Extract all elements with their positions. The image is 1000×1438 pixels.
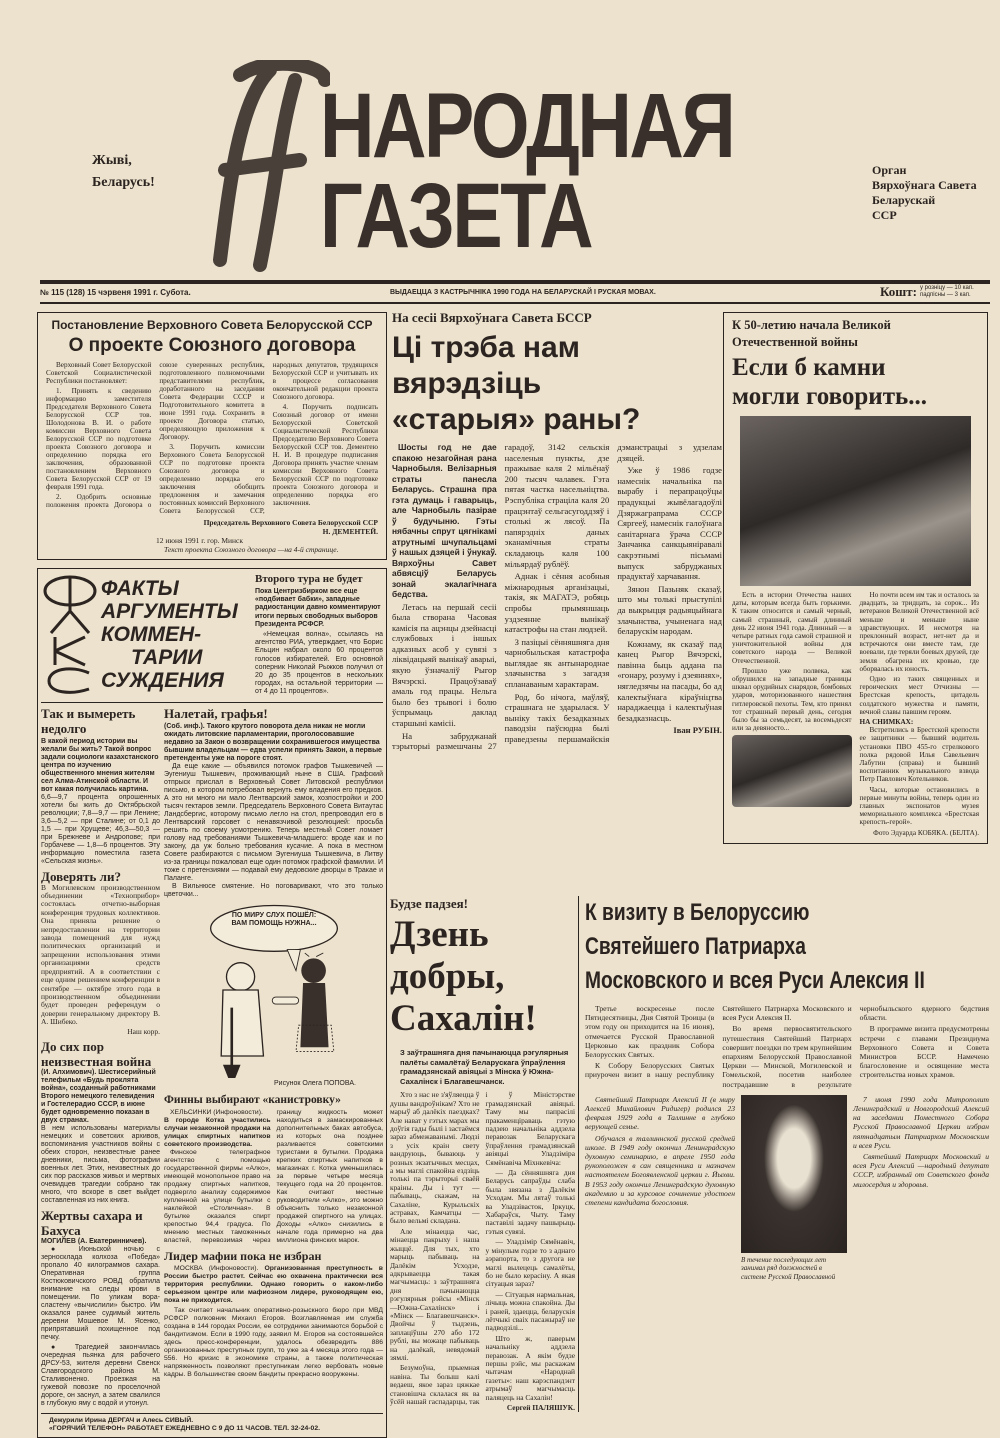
newspaper-logo: НАРОДНАЯ ГАЗЕТА <box>200 60 650 275</box>
finns-article: Финны выбирают «канистровку» ХЕЛЬСИНКИ (Инфоновости). В городе Котка участились случаи незаконной продажи на улицах спиртных напитков советского производства. Финское телеграфное агентство с помощью государственной фирмы «Алко», имеющей монопольное право на продажу спиртных напитков, подвергло анализу содержимое купленной на улице бутылки с наклейкой «Столичная». В бутылке оказался спирт крепостью 94,4 градуса. По мнению местных таможенных властей, перевозимая через границу жидкость может находиться в замаскированных дополнительных баках автобуса, из которых она позднее разливается советскими туристами в бутылки. Продажа крепких спиртных напитков в магазинах г. Котка уменьшилась за первые четыре месяца текущего года на 20 процентов. Как считают местные руководители «Алко», это можно объяснить только незаконной продажей спиртного на улицах. Доходы «Алко» снизились в начале года примерно на два миллиона финских марок. <box>164 1093 383 1244</box>
price: Кошт: у розніцу — 10 кап. падпісны — 3 кап. <box>880 284 974 299</box>
chernobyl-kicker: На сесіі Вярхоўнага Савета БССР <box>392 310 592 325</box>
divider <box>578 896 579 1412</box>
masthead-publisher: Орган Вярхоўнага Савета Беларускай ССР <box>872 163 977 222</box>
chernobyl-title: Ці трэба нам вярэдзіць «старыя» раны? <box>392 331 641 436</box>
sakhalin-title: Дзень добры, Сахалін! <box>390 914 537 1039</box>
brief-item: ● Июньской ночью с зерносклада колхоза «Победа» пропало 40 килограммов сахара. Оперативная группа Костюковичского РОВД обратила внимание на следы крови в помещении. По уликам вора-сластену «вычислили» быстро. Им оказался ранее судимый житель деревни Мошевое М. Ясенко, припрятавший похищенное под печку. <box>41 1245 160 1341</box>
patriarch-title: К визиту в Белоруссию Святейшего Патриарха Московского и всея Руси Алексия II <box>585 899 925 994</box>
faks-logo-glyphs <box>41 573 99 695</box>
divider <box>40 280 990 284</box>
logo-initial-glyph <box>200 60 330 275</box>
decree-article: Постановление Верховного Совета Белорусской ССР О проекте Союзного договора Верховный Совет Белорусской Советской Социалистической Республики постановляет: 1. Принять к сведению информацию заместителя Председателя Верховного Совета Белорусской ССР тов. Шолодонова В. И. о работе комиссии Верховного Совета Белорусской ССР по подготовке проекта Союзного договора и определению порядка его заключения, образованной постановлением Верховного Совета Белорусской ССР от 19 февраля 1991 года. 2. Одобрить основные положения проекта Договора о союзе суверенных республик, подготовленного полномочными представителями республик, доработанного на заседании Совета Федерации СССР и Подготовительного комитета в июне 1991 года. Сохранить в проекте Договора статью, определяющую приложения к Договору. 3. Поручить комиссии Верховного Совета Белорусской ССР по подготовке проекта Союзного договора и определению порядка его заключения обобщить предложения и замечания постоянных комиссий Верховного Совета Белорусской ССР, народных депутатов, трудящихся Белорусской ССР и учитывать их в процессе согласования окончательной редакции проекта Союзного договора. 4. Поручить подписать Союзный договор от имени Белорусской Советской Социалистической Республики Председателю Верховного Совета Белорусской ССР тов. Дементею Н. И. В процедуре подписания Договора принять участие членам комиссии Верховного Совета Белорусской ССР по подготовке проекта Союзного договора и определению порядка его заключения. Председатель Верховного Совета Белорусской ССР Н. ДЕМЕНТЕЙ. 12 июня 1991 г. гор. Минск Текст проекта Союзного договора —на 4-й странице. <box>37 312 387 560</box>
mafia-article: Лидер мафии пока не избран МОСКВА (Инфоновости). Организованная преступность в России быстро растет. Сейчас ею охвачена практически вся территория республики. Однако говорить о каком-либо серьезном центре или мафиозном лидере, руководящем ею, пока не приходится. Так считает начальник оперативно-розыскного бюро при МВД РСФСР полковник Михаил Егоров. Возглавляемая им служба создана в 144 городах России, ее сотрудники занимаются борьбой с бандитизмом. Если в 1990 году, заявил М. Егоров на состоявшейся здесь пресс-конференции, удалось обезвредить 886 организованных преступных групп, то уже за 4 месяца этого года — 556. Но кризис в экономике страны, а также политическая напряженность позволяют преступникам легко вербовать новые кадры. В большинстве своем бандиты прекрасно вооружены. <box>164 1248 383 1378</box>
war-title: Если б камни могли говорить... <box>732 354 927 410</box>
veterans-photo <box>740 416 971 586</box>
counts-article: Налетай, графья! (Соб. инф.). Такого крутого поворота дела никак не могли ожидать литовские парламентарии, проголосовавшие недавно за Закон о возвращении сохранившегося имущества бывшим владельцам — едва успели принять Закон, а первые претенденты уже на пороге стоят. Да еще какие — объявился потомок графов Тышкевичей — Эугениуш Тышкевич, проживающий ныне в США. Графский отпрыск прислал в Верховный Совет Литовской республики письмо, в котором потребовал вернуть ему владения его предков. А это ни много ни мало Лентварский замок, хозпостройки и 200 тысяч гектаров земли. Председатель Верховного Совета Витаутас Ландсбергис, которому письмо легло на стол, препроводил его в Лентварский горсовет с ненавязчивой резолюцией: просьба решить по своему усмотрению. Теперь местный Совет ломает голову над требованиями Тышкевича-младшего: вроде как и по закону, да уж больно требования кусачие. А пока в местном Совете разбираются с письмом Эугениуша Тышкевича, в Литву из-за границы пожаловал еще один потомок графской фамилии. И тоже с претензиями — подавай ему дедовские дворцы в Тракае и Паланге. В Вильнюсе смятение. Но поговаривают, что это только цветочки... <box>164 705 383 898</box>
left-section-frame <box>37 568 387 1438</box>
right-half <box>390 310 990 1412</box>
faks-logo: ФАКТЫ АРГУМЕНТЫ КОММЕН- ТАРИИ СУЖДЕНИЯ <box>41 573 251 695</box>
cartoon <box>164 902 383 1090</box>
decree-title: О проекте Союзного договора <box>68 335 356 356</box>
cartoon-drawing <box>164 902 384 1078</box>
stopped-clock-photo <box>732 735 852 807</box>
decree-kicker: Постановление Верховного Совета Белорусской ССР <box>51 318 373 332</box>
cartoon-credit: Рисунок Олега ПОПОВА. <box>274 1079 356 1087</box>
duty-footer: Дежурили Ирина ДЕРГАЧ и Алесь СИВЫЙ. «ГОРЯЧИЙ ТЕЛЕФОН» РАБОТАЕТ ЕЖЕДНЕВНО С 9 ДО 11 ЧАСОВ. ТЕЛ. 32-24-02. <box>41 1413 383 1437</box>
war-kicker: К 50-летию начала Великой Отечественной войны <box>732 318 891 349</box>
issue-info: № 115 (128) 15 чэрвеня 1991 г. Субота. <box>40 288 191 297</box>
left-half <box>37 312 387 1438</box>
cartoon-speech: ПО МИРУ СЛУХ ПОШЁЛ: ВАМ ПОМОЩЬ НУЖНА... <box>231 911 317 927</box>
left-briefs-column: Так и вымереть недолго В какой период истории вы желали бы жить? Такой вопрос задали социологи казахстанского центра по изучению общественного мнения жителям сел Алма-Атинской области. И вот какая получилась картина. 6,6—9,7 процента опрошенных хотели бы жить до Октябрьской революции; 7,8—9,7 — при Ленине; 3,6—5,2 — при Сталине; от 0,1 до 1,5 — при Хрущеве; 46,3—50,3 — при Брежневе и Андропове; при Горбачеве — 1,8—6 процентов. Эту информацию поместила газета «Сельская жизнь». Доверять ли? В Могилевском производственном объединении «Техноприбор» состоялась отчетно-выборная конференция трудовых коллективов. Она приняла решение о непредоставлении на территории завода помещений для нужд политических организаций и запрещении использования этими организациями средств предприятий. А в соответствии с еще одним решением конференции в сентябре — октябре этого года в производственном объединении будет проведен референдум о доверии генеральному директору В. А. Шибеко. Наш корр. До сих пор неизвестная война (И. Алхимович). Шестисерийный телефильм «Будь проклята война», созданный работниками Второго немецкого телевидения и Гостелерадио СССР, в июне будет одновременно показан в двух странах. В нем использованы материалы немецких и советских архивов, воспоминания участников войны с обеих сторон, неизвестные ранее дневники, письма, фотографии военных лет. Этих, неизвестных до сих пор рассказов живых и мертвых очевидцев трагедии собрано так много, что вскоре в свет выйдет составленная из них книга. Жертвы сахара и Бахуса МОГИЛЕВ (А. Екатеринничев). ● Июньской ночью с зерносклада колхоза «Победа» пропало 40 килограммов сахара. Оперативная группа Костюковичского РОВД обратила внимание на следы крови в помещении. По уликам вора-сластену «вычислили» быстро. Им оказался ранее судимый житель деревни Мошевое М. Ясенко, припрятавший похищенное под печку. ● Трагедией закончилась очередная пьянка для рабочего ДРСУ-53, жителя деревни Свенск Славгородского района М. Сталивоненко. Проезжая на гужевой повозке по проселочной дороге, он заснул, а затем свалился в глубокую яму с водой и утонул. <box>41 705 160 1407</box>
patriarch-photo <box>741 1095 847 1253</box>
second-round-article: Второго тура не будет Пока Центризбирком все еще «подбивает бабки», западные радиостанции давно комментируют итоги первых свободных выборов Президента РСФСР. «Немецкая волна», ссылаясь на агентство РИА, утверждает, что Борис Ельцин набрал около 60 процентов голосов избирателей. Его основной соперник Николай Рыжков получил от 20 до 35 процентов в нескольких городах, на остальной территории — от 4 до 11 процентов». <box>255 573 383 696</box>
divider <box>40 302 990 304</box>
chernobyl-article: На сесіі Вярхоўнага Савета БССР Ці трэба нам вярэдзіць «старыя» раны? Шосты год не дае спакою незагойная рана Чарнобыля. Велізарныя страты панесла Беларусь. Страшна пра гэта думаць і гаварыць, але Чарнобыль пазірае ў будучыню. Гэты нябачны спрут цягнікамі атрутнымі шчупальцамі ў нашых дзяцей і ўнукаў. Вярхоўны Савет абвясціў Беларусь зонай экалагічнага бедства. Летась на першай сесіі была створана Часовая камісія па ацэнцы дзейнасці службовых і іншых адказных асоб у сувязі з ліквідацыяй вынікаў аварыі, якую ўзначаліў Рыгор Вячэрскі. Працоўзаваў амаль год працы. Нельга было без трывогі і болю ўспрымаць даклад старшыні камісіі. На забруджанай тэрыторыі размешчаны 27 гарадоў, 3142 сельскія населеныя пункты, дзе пражывае каля 2 мільёнаў 200 тысяч чалавек. Гэта пятая частка насельніцтва. Рэспубліка страціла каля 20 працэнтаў сельгасугоддзяў і столькі ж лясоў. Па папярэдніх даных эканамічныя страты складаюць каля 100 мільярдаў рублёў. Аднак і сёння асобныя міжнародныя арганізацыі, такія, як МАГАТЭ, робяць спробы прымяншаць уздзеянне вынікаў катастрофы на стан людзей. З пазіцыі сённяшняга дня чарнобыльская катастрофа выглядае як антынароднае злачынства з загадзя спланаваным характарам. Род, бо нічога, маўляў, страшнага не здарылася. У выніку такіх безадказных паводзін паўсюдна былі праведзены першамайскія дэманстрацыі з удзелам дзяцей. Уже ў 1986 годзе намеснік начальніка па вырабу і перапрацоўцы прадукцыі жывёлагадоўлі Дзяржаграпрама СССР Сяргееў, намеснік галоўнага санітарнага ўрача СССР Занчанка санкцыяніравалі сакрэтнымі пісьмамі выпуск забруджаных прадуктаў харчавання. Зянон Пазьняк сказаў, што мы толькі прыступілі да выкрыцця радыяцыйнага злачынства, учыненага над беларускім народам. Кожнаму, як сказаў пад канец Рыгор Вячэрскі, павінна быць аддана па «гонару, розуму і дзеяннях», нягледзячы на пасады, бо ад калектыўнага кіраўніцтва нараджаецца і калектыўная безадказнасць. Іван РУБІН. <box>392 310 722 752</box>
publication-note: ВЫДАЕЦЦА З КАСТРЫЧНІКА 1990 ГОДА НА БЕЛАРУСКАЙ І РУСКАЯ МОВАХ. <box>390 289 656 296</box>
brief-item: ● Трагедией закончилась очередная пьянка для рабочего ДРСУ-53, жителя деревни Свенск Славгородского района М. Сталивоненко. Проезжая на гужевой повозке по проселочной дороге, он заснул, а затем свалился в глубокую яму с водой и утонул. <box>41 1343 160 1407</box>
patriarch-article: К визиту в Белоруссию Святейшего Патриарха Московского и всея Руси Алексия II Третье воскресенье после Пятидесятницы, Дня Святой Троицы (в этом году он приходится на 16 июня), отмечается Русской Православной Церковью как праздник Собора Белорусских Святых. К Собору Белорусских Святых приурочен визит в нашу республику Святейшего Патриарха Московского и всея Руси Алексия II. Во время первосвятительского путешествия Святейший Патриарх совершит поездки по трем крупнейшим епархиям Белорусской Православной Церкви — Минской, Могилевской и Гомельской, посетив наиболее пострадавшие в результате чернобыльского ядерного бедствия области. В программе визита предусмотрены встречи с главами Президиума Верховного Совета и Совета Министров БССР. Намечено благословение и освящение места строительства новых храмов. Святейший Патриарх Алексий II (в миру Алексей Михайлович Ридигер) родился 23 февраля 1929 года в Таллинне в глубоко верующей семье. Обучался в таллиннской русской средней школе. В 1949 году окончил Ленинградскую духовную семинарию, в апреле 1950 года рукоположен в сан священника и назначен настоятелем Богоявленской церкви г. Йыхви. В 1953 году окончил Ленинградскую духовную академию и за курсовое сочинение удостоен степени кандидата богословия. В течение последующих лет занимал ряд должностей в системе Русской Православной 7 июня 1990 года Митрополит Ленинградский и Новгородский Алексий на заседании Поместного Собора Русской Православной Церкви избран пятнадцатым Патриархом Московским и всея Руси. Святейший Патриарх Московский и всея Руси Алексий —народный депутат СССР, избранный от Советского фонда милосердия и здоровья. <box>585 896 989 1281</box>
sakhalin-article: Будзе падзея! Дзень добры, Сахалін! З заўтрашняга дня пачынаюцца рэгулярныя палёты самалётаў Беларускага ўпраўлення грамадзянскай авіяцыі з Мінска ў Южна-Сахалінск і Благавешчанск. Хто з нас не з'яўляецца ў душы вандроўнікам? Хто не марыў аб далёкіх паездках? Але нават у гэтых марах мы доўгія гады былі і застаёмся зараз абмежаванымі. Людзі з усіх краін свету вандруюць, бываюць у розных экзатычных месцах, а мы маглі спакойна ездзіць толькі па тэрыторыі сваёй краіны. Ды і тут — пабываць, скажам, на Сахаліне, Курыльскіх астравах, Камчатцы — было вельмі складана. Але мінаецца час, мінаецца пакрыху і наша жыццё. Для тых, хто марыць пабываць на Далёкім Усходзе, адкрываецца такая магчымасць: з заўтрашняга дня пачынаюцца рэгулярныя рэйсы «Мінск—Южна-Сахалінск» і «Мінск — Благавешчанск». Двойчы ў тыдзень, заплаціўшы 270 або 172 рублі, вы можаце пабываць на далёкай, невядомай зямлі. Безумоўна, прыемная навіна. Ты болыш калі ведаеш, якое зараз цяжкае становішча склалася як ва ўсёй нашай гаспадарцы, так і ў Міністэрстве грамадзянскай авіяцыі. Таму мы папрасілі пракаменціраваць гэтую падзею начальніка аддзела перавозак Беларускага ўпраўлення грамадзянскай авіяцыі Уладзіміра Сямёнавіча Міхнкевіча: — Да сённяшняга дня Беларусь сапраўды слаба была звязана з Далёкім Усходам. Мы лятаў толькі ва Уладзівасток, Іркуцк, Хабараўск, Чыту. Таму паставілі задачу пашырыць гэтыя сувязі. — Уладзімір Сямёнавіч, у мінулым годзе то з аднаго аэрапорта, то з другога не маглі вылецець самалёты, бо не было керасіну. А якая сітуацыя зараз? — Сітуацыя нармальная, лічыць можна спакойна. Ды і раней, здаецца, беларускія лётчыкі сваіх пасажыраў не падводзілі... Што ж, паверым начальніку аддзела перавозак. А якім будзе першы рэйс, мы раскажам чытачам «Народнай газеты»: наш карэспандэнт атрымаў магчымасць паляцець на Сахалін! Сергей ПАЛЯШУК. <box>390 896 575 1412</box>
masthead-motto: Жыві, Беларусь! <box>92 153 155 190</box>
war-anniversary-article: К 50-летию начала Великой Отечественной войны Если б камни могли говорить... Есть в истории Отечества наших даты, которым всегда быть горькими. К таким относится и самый черный, самый страшный, самый длинный день 22 июня 1941 года. Длинный — в четыре ратных года самой страшной и уничтожительной войны для советского народа — Великой Отечественной. Прошло уже полвека, как обрушился на западные границы шквал орудийных снарядов, бомбовых ударов, моторизованного нашествия гитлеровской пехоты. Тем, кто принял тот страшный первый день, сегодня было бы за семьдесят, за восемьдесят или за девяносто... Но почти всем им так и осталось за двадцать, за тридцать, за сорок... Из ветеранов Великой Отечественной всё меньше и меньше ныне здравствующих. И несмотря на преклонный возраст, нет-нет да и встречаются они вместе там, где воевали, где теряли боевых друзей, где земля обагрена их кровью, где оборвалась их юность. Одно из таких священных и героических мест Отчизны — Брестская крепость, цитадель солдатского мужества и памяти, вечной славы павшим героям. НА СНИМКАХ: Встретились в Брестской крепости ее защитники — бывший водитель установки ПВО 455-го стрелкового полка рядовой Илья Савельевич Лабутин (справа) и бывший воспитанник музыкального взвода Петр Павлович Котельников. Часы, которые остановились в первые минуты войны, теперь один из главных экспонатов музея мемориального комплекса «Брестская крепость-герой». Фото Эдуарда КОБЯКА. (БЕЛТА). <box>723 312 988 844</box>
